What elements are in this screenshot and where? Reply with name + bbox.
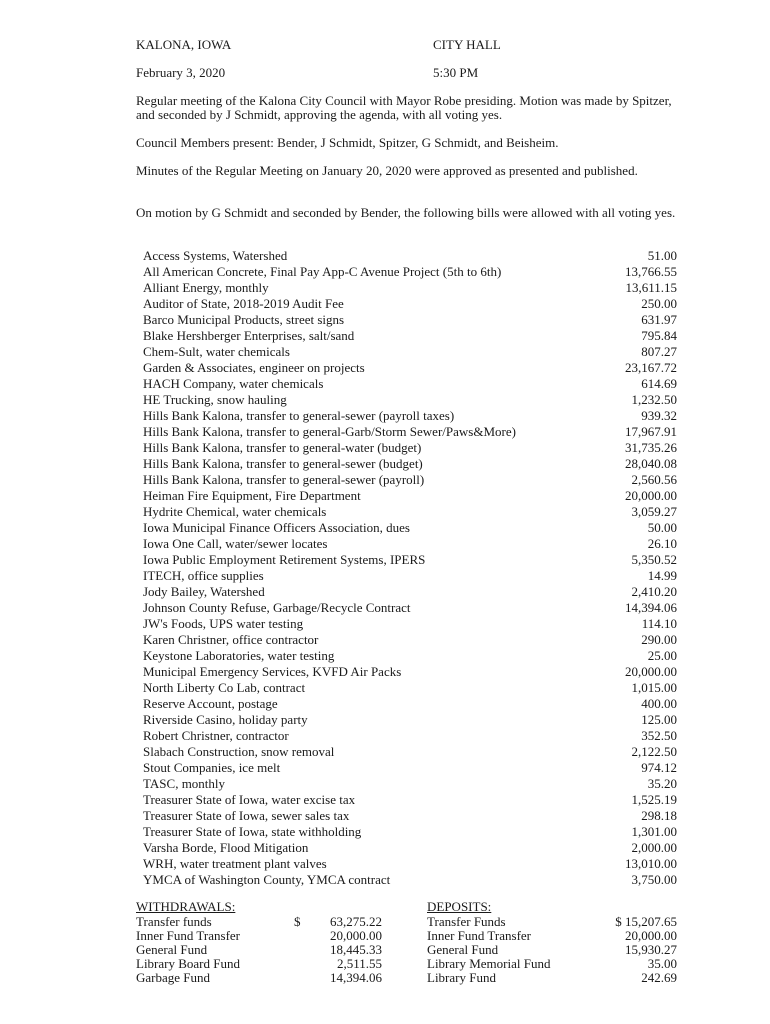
withdrawals-heading: WITHDRAWALS: <box>136 899 236 914</box>
bill-payee: Hills Bank Kalona, transfer to general-water (budget) <box>143 440 422 455</box>
bill-payee: HACH Company, water chemicals <box>143 376 324 391</box>
withdrawal-amount: 18,445.33 <box>330 942 382 957</box>
bills-list <box>143 248 677 888</box>
withdrawal-amount: 20,000.00 <box>330 928 382 943</box>
bill-payee: Hills Bank Kalona, transfer to general-sewer (payroll) <box>143 472 425 487</box>
deposit-label: General Fund <box>427 942 499 957</box>
bill-amount: 23,167.72 <box>625 360 677 375</box>
bill-row <box>143 360 677 376</box>
deposit-row <box>427 915 687 929</box>
bill-payee: Robert Christner, contractor <box>143 728 289 743</box>
bill-row <box>143 392 677 408</box>
withdrawal-label: Garbage Fund <box>136 970 211 985</box>
bill-row <box>143 312 677 328</box>
deposits-heading: DEPOSITS: <box>427 899 492 914</box>
bill-row <box>143 408 677 424</box>
header-date: February 3, 2020 <box>136 65 226 80</box>
bill-payee: ITECH, office supplies <box>143 568 264 583</box>
withdrawal-label: Inner Fund Transfer <box>136 928 240 943</box>
bill-row <box>143 872 677 888</box>
bill-row <box>143 792 677 808</box>
bill-payee: Reserve Account, postage <box>143 696 278 711</box>
bill-payee: Treasurer State of Iowa, sewer sales tax <box>143 808 350 823</box>
bill-amount: 125.00 <box>641 712 677 727</box>
bill-amount: 26.10 <box>647 536 677 551</box>
deposit-amount: 20,000.00 <box>625 928 677 943</box>
bill-amount: 13,611.15 <box>625 280 677 295</box>
bill-row <box>143 264 677 280</box>
paragraph-minutes-approved: Minutes of the Regular Meeting on January 20, 2020 were approved as presented and published. <box>136 163 638 178</box>
bill-payee: Karen Christner, office contractor <box>143 632 319 647</box>
bill-row <box>143 584 677 600</box>
bill-payee: Alliant Energy, monthly <box>143 280 269 295</box>
bill-payee: Iowa Public Employment Retirement Systems, IPERS <box>143 552 426 567</box>
bill-payee: Municipal Emergency Services, KVFD Air Packs <box>143 664 402 679</box>
header-venue: CITY HALL <box>433 37 501 52</box>
bill-row <box>143 632 677 648</box>
bill-row <box>143 856 677 872</box>
bill-payee: HE Trucking, snow hauling <box>143 392 287 407</box>
bill-row <box>143 568 677 584</box>
bill-amount: 25.00 <box>647 648 677 663</box>
bill-row <box>143 376 677 392</box>
bill-payee: Hills Bank Kalona, transfer to general-Garb/Storm Sewer/Paws&More) <box>143 424 516 439</box>
bill-amount: 807.27 <box>641 344 677 359</box>
bill-amount: 2,410.20 <box>631 584 677 599</box>
bill-amount: 795.84 <box>641 328 677 343</box>
bill-payee: Hills Bank Kalona, transfer to general-sewer (budget) <box>143 456 423 471</box>
bill-amount: 3,750.00 <box>631 872 677 887</box>
bill-row <box>143 520 677 536</box>
withdrawal-currency: $ <box>294 914 301 929</box>
bill-amount: 2,560.56 <box>631 472 677 487</box>
header-city: KALONA, IOWA <box>136 37 232 52</box>
bill-amount: 1,015.00 <box>631 680 677 695</box>
withdrawal-amount: 2,511.55 <box>336 956 382 971</box>
bill-amount: 631.97 <box>641 312 677 327</box>
bill-amount: 20,000.00 <box>625 664 677 679</box>
bill-row <box>143 248 677 264</box>
bill-payee: Stout Companies, ice melt <box>143 760 281 775</box>
bill-amount: 114.10 <box>641 616 677 631</box>
bill-row <box>143 648 677 664</box>
bill-amount: 1,525.19 <box>631 792 677 807</box>
bill-amount: 28,040.08 <box>625 456 677 471</box>
bill-row <box>143 616 677 632</box>
bill-amount: 290.00 <box>641 632 677 647</box>
bill-row <box>143 680 677 696</box>
deposit-row <box>427 957 687 971</box>
bill-row <box>143 280 677 296</box>
deposit-amount: 15,930.27 <box>625 942 677 957</box>
bill-amount: 35.20 <box>647 776 677 791</box>
bill-row <box>143 824 677 840</box>
deposit-amount: 35.00 <box>647 956 677 971</box>
bill-amount: 400.00 <box>641 696 677 711</box>
bill-payee: Treasurer State of Iowa, water excise tax <box>143 792 356 807</box>
bill-payee: TASC, monthly <box>143 776 226 791</box>
bill-payee: Slabach Construction, snow removal <box>143 744 335 759</box>
bill-amount: 31,735.26 <box>625 440 677 455</box>
bill-row <box>143 472 677 488</box>
deposit-label: Library Fund <box>427 970 496 985</box>
deposit-amount: 242.69 <box>641 970 677 985</box>
bill-row <box>143 488 677 504</box>
bill-amount: 51.00 <box>647 248 677 263</box>
bill-payee: Riverside Casino, holiday party <box>143 712 308 727</box>
bill-row <box>143 728 677 744</box>
withdrawal-amount: 63,275.22 <box>330 914 382 929</box>
bill-payee: Iowa Municipal Finance Officers Association, dues <box>143 520 410 535</box>
withdrawal-label: Library Board Fund <box>136 956 240 971</box>
bill-row <box>143 696 677 712</box>
bill-payee: Heiman Fire Equipment, Fire Department <box>143 488 361 503</box>
bill-amount: 2,122.50 <box>631 744 677 759</box>
bill-amount: 2,000.00 <box>631 840 677 855</box>
bill-amount: 939.32 <box>641 408 677 423</box>
bill-row <box>143 776 677 792</box>
bill-payee: Hydrite Chemical, water chemicals <box>143 504 327 519</box>
deposit-row <box>427 929 687 943</box>
paragraph-agenda: Regular meeting of the Kalona City Council with Mayor Robe presiding. Motion was made by Spitzer, and seconded by J Schmidt, approving the agenda, with all voting yes. <box>136 93 672 122</box>
bill-row <box>143 712 677 728</box>
bill-amount: 352.50 <box>641 728 677 743</box>
withdrawal-row <box>136 929 396 943</box>
bill-payee: Blake Hershberger Enterprises, salt/sand <box>143 328 355 343</box>
deposit-label: Inner Fund Transfer <box>427 928 531 943</box>
bill-row <box>143 296 677 312</box>
bill-row <box>143 344 677 360</box>
withdrawals-list <box>136 915 396 985</box>
bill-row <box>143 504 677 520</box>
bill-payee: Jody Bailey, Watershed <box>143 584 265 599</box>
bill-payee: Varsha Borde, Flood Mitigation <box>143 840 309 855</box>
bill-amount: 614.69 <box>641 376 677 391</box>
bill-payee: Keystone Laboratories, water testing <box>143 648 335 663</box>
bill-row <box>143 808 677 824</box>
bill-row <box>143 440 677 456</box>
deposit-row <box>427 943 687 957</box>
bill-payee: YMCA of Washington County, YMCA contract <box>143 872 391 887</box>
bill-row <box>143 328 677 344</box>
bill-payee: Chem-Sult, water chemicals <box>143 344 290 359</box>
paragraph-bills-motion: On motion by G Schmidt and seconded by Bender, the following bills were allowed with all voting yes. <box>136 205 676 220</box>
bill-row <box>143 840 677 856</box>
deposits-list <box>427 915 687 985</box>
bill-payee: Hills Bank Kalona, transfer to general-sewer (payroll taxes) <box>143 408 455 423</box>
deposit-row <box>427 971 687 985</box>
bill-row <box>143 760 677 776</box>
bill-amount: 14,394.06 <box>625 600 677 615</box>
bill-amount: 13,766.55 <box>625 264 677 279</box>
bill-payee: Iowa One Call, water/sewer locates <box>143 536 328 551</box>
bill-amount: 14.99 <box>647 568 677 583</box>
withdrawal-row <box>136 915 396 929</box>
withdrawals-section <box>136 900 396 985</box>
bill-amount: 17,967.91 <box>625 424 677 439</box>
bill-payee: JW's Foods, UPS water testing <box>143 616 304 631</box>
bill-row <box>143 456 677 472</box>
bill-amount: 5,350.52 <box>631 552 677 567</box>
withdrawal-amount: 14,394.06 <box>330 970 382 985</box>
withdrawal-label: General Fund <box>136 942 208 957</box>
bill-amount: 1,232.50 <box>631 392 677 407</box>
withdrawal-row <box>136 943 396 957</box>
bill-row <box>143 552 677 568</box>
deposit-label: Transfer Funds <box>427 914 506 929</box>
bill-row <box>143 664 677 680</box>
bill-payee: Johnson County Refuse, Garbage/Recycle Contract <box>143 600 411 615</box>
bill-payee: All American Concrete, Final Pay App-C Avenue Project (5th to 6th) <box>143 264 502 279</box>
withdrawal-row <box>136 971 396 985</box>
bill-row <box>143 600 677 616</box>
bill-payee: Access Systems, Watershed <box>143 248 288 263</box>
bill-amount: 1,301.00 <box>631 824 677 839</box>
withdrawal-row <box>136 957 396 971</box>
bill-amount: 13,010.00 <box>625 856 677 871</box>
bill-amount: 20,000.00 <box>625 488 677 503</box>
bill-payee: North Liberty Co Lab, contract <box>143 680 306 695</box>
bill-row <box>143 536 677 552</box>
bill-row <box>143 424 677 440</box>
deposits-section <box>427 900 687 985</box>
bill-amount: 50.00 <box>647 520 677 535</box>
deposit-amount: $ 15,207.65 <box>615 914 677 929</box>
bill-amount: 3,059.27 <box>631 504 677 519</box>
bill-payee: Garden & Associates, engineer on projects <box>143 360 365 375</box>
bill-amount: 250.00 <box>641 296 677 311</box>
bill-row <box>143 744 677 760</box>
withdrawal-label: Transfer funds <box>136 914 212 929</box>
bill-payee: Treasurer State of Iowa, state withholding <box>143 824 362 839</box>
bill-payee: Barco Municipal Products, street signs <box>143 312 345 327</box>
paragraph-members-present: Council Members present: Bender, J Schmidt, Spitzer, G Schmidt, and Beisheim. <box>136 135 559 150</box>
bill-amount: 974.12 <box>641 760 677 775</box>
bill-payee: WRH, water treatment plant valves <box>143 856 327 871</box>
header-time: 5:30 PM <box>433 65 479 80</box>
bill-amount: 298.18 <box>641 808 677 823</box>
bill-payee: Auditor of State, 2018-2019 Audit Fee <box>143 296 344 311</box>
deposit-label: Library Memorial Fund <box>427 956 551 971</box>
